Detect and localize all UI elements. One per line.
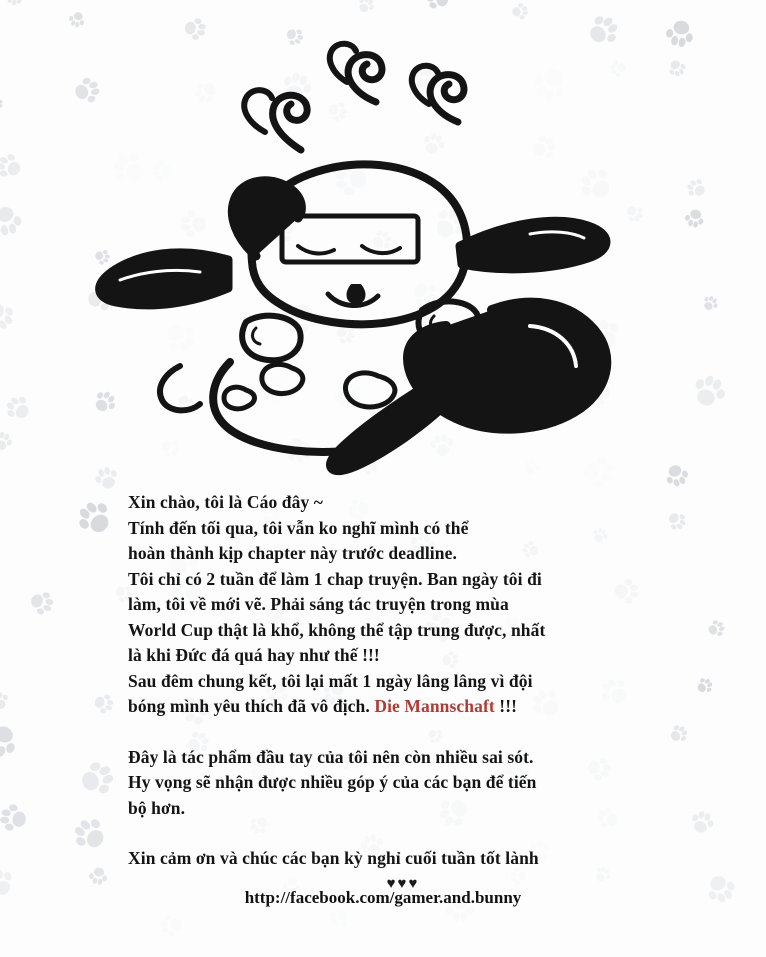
paw-print-icon: [74, 817, 107, 853]
note-line-3: hoàn thành kịp chapter này trước deadline.: [128, 543, 457, 563]
author-note: [128, 490, 648, 897]
paw-print-icon: [330, 907, 350, 929]
paw-print-icon: [687, 178, 707, 199]
paw-print-icon: [696, 677, 712, 695]
note-line-9-post: !!!: [494, 696, 518, 716]
note-line-4: Tôi chỉ có 2 tuần để làm 1 chap truyện. Ban ngày tôi đi: [128, 568, 542, 589]
paw-print-icon: [0, 95, 3, 112]
note-accent-text: Die Mannschaft: [374, 696, 495, 716]
paw-print-icon: [78, 500, 113, 538]
note-line-8: Sau đêm chung kết, tôi lại mất 1 ngày lâng lâng vì đội: [128, 670, 533, 691]
note-line-13: Xin cảm ơn và chúc các bạn kỳ nghỉ cuối tuần tốt lành: [128, 848, 539, 868]
paw-print-icon: [89, 865, 108, 886]
note-line-9-pre: bóng mình yêu thích đã vô địch.: [128, 696, 375, 716]
paw-print-icon: [6, 395, 31, 423]
note-line-1: Xin chào, tôi là Cáo đây ~: [128, 492, 323, 512]
paw-print-icon: [702, 295, 718, 312]
paw-print-icon: [669, 724, 687, 744]
note-line-12: bộ hơn.: [128, 797, 186, 818]
note-line-5: làm, tôi về mới vẽ. Phải sáng tác truyện trong mùa: [128, 594, 509, 614]
facebook-link[interactable]: http://facebook.com/gamer.and.bunny: [244, 888, 522, 907]
note-line-10: Đây là tác phẩm đầu tay của tôi nên còn nhiều sai sót.: [128, 746, 534, 767]
note-line-9: [128, 694, 648, 720]
paw-print-icon: [0, 431, 12, 453]
sleeping-fox-illustration: [60, 10, 680, 480]
note-line-7: là khi Đức đá quá hay như thế !!!: [128, 645, 380, 665]
paw-print-icon: [0, 203, 22, 237]
paw-print-icon: [0, 803, 28, 834]
paw-print-icon: [79, 760, 113, 797]
paw-print-icon: [29, 589, 53, 616]
paw-print-icon: [690, 810, 714, 836]
paw-print-icon: [93, 692, 114, 714]
paw-print-icon: [707, 619, 725, 638]
paw-print-icon: [0, 691, 9, 711]
heart-icons: ♥♥♥: [386, 875, 420, 892]
note-line-2: Tính đến tối qua, tôi vẫn ko nghĩ mình có thể: [128, 517, 469, 538]
paw-print-icon: [0, 722, 18, 758]
note-line-11: Hy vọng sẽ nhận được nhiều góp ý của các bạn để tiến: [128, 772, 537, 792]
paw-print-icon: [685, 207, 705, 229]
paw-print-icon: [6, 0, 24, 7]
paragraph-gap-1: [128, 720, 648, 745]
paw-print-icon: [692, 374, 725, 410]
paw-print-icon: [0, 153, 23, 181]
paw-print-icon: [160, 913, 184, 939]
note-line-6: World Cup thật là khổ, không thể tập trung được, nhất: [128, 619, 546, 640]
paragraph-gap-2: [128, 821, 648, 846]
paw-print-icon: [667, 510, 686, 531]
paw-print-icon: [0, 300, 14, 331]
